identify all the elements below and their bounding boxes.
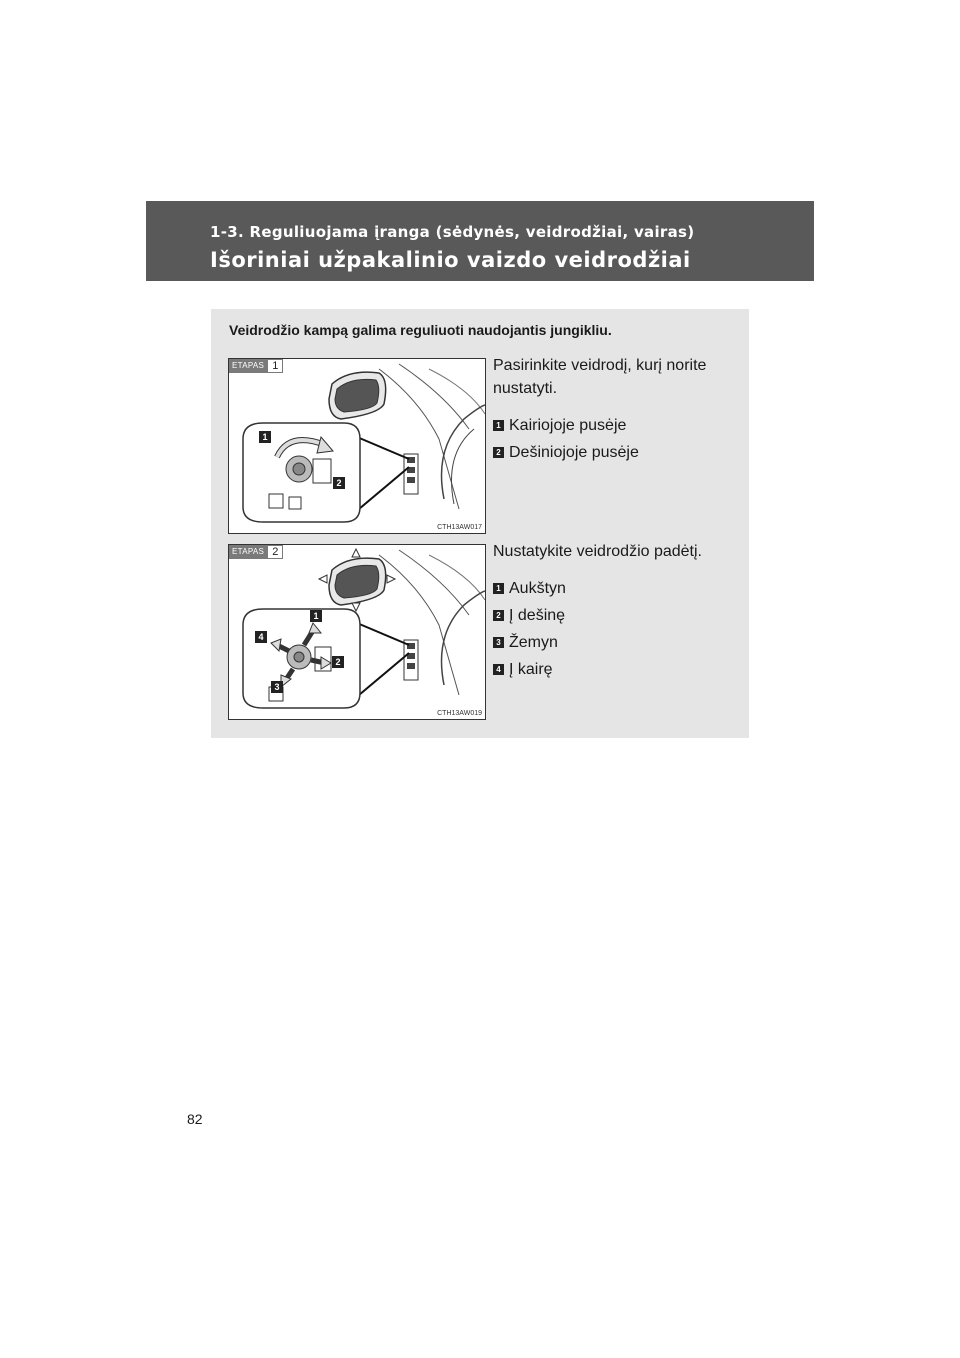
step-1-figure [228, 358, 486, 534]
down-arrow-icon [352, 603, 360, 611]
item-label: Į kairę [509, 661, 553, 678]
step-instruction: Nustatykite veidrodžio padėtį. [493, 543, 702, 560]
right-arrow-icon [387, 575, 395, 583]
list-item [493, 658, 738, 681]
step-tag [229, 545, 283, 559]
step-tag-word: ETAPAS [229, 545, 267, 559]
item-label: Kairiojoje pusėje [509, 417, 627, 434]
option-list [493, 414, 738, 464]
svg-text:2: 2 [335, 657, 341, 667]
instruction-panel [211, 309, 749, 738]
step-tag-number: 1 [267, 359, 283, 373]
svg-text:2: 2 [336, 478, 342, 488]
step-tag-word: ETAPAS [229, 359, 267, 373]
svg-text:3: 3 [274, 682, 280, 692]
item-label: Žemyn [509, 634, 558, 651]
step-tag-number: 2 [267, 545, 283, 559]
section-title: 1-3. Reguliuojama įranga (sėdynės, veidrodžiai, vairas) [210, 223, 695, 241]
page-number: 82 [187, 1111, 203, 1127]
list-item [493, 414, 738, 437]
number-badge: 1 [493, 420, 504, 431]
number-badge: 2 [493, 447, 504, 458]
intro-text: Veidrodžio kampą galima reguliuoti naudojantis jungikliu. [229, 322, 612, 338]
figure-code: CTH13AW017 [437, 524, 482, 531]
step-tag [229, 359, 283, 373]
callout-1 [259, 431, 271, 443]
number-badge: 4 [493, 664, 504, 675]
list-item [493, 441, 738, 464]
svg-text:4: 4 [258, 632, 264, 642]
step-2-text [493, 540, 738, 685]
page-title: Išoriniai užpakalinio vaizdo veidrodžiai [210, 248, 691, 272]
callout-1 [310, 610, 322, 622]
svg-text:1: 1 [262, 432, 268, 442]
step-instruction: Pasirinkite veidrodį, kurį norite nustatyti. [493, 357, 707, 397]
list-item [493, 604, 738, 627]
item-label: Į dešinę [509, 607, 566, 624]
item-label: Aukštyn [509, 580, 566, 597]
item-label: Dešiniojoje pusėje [509, 444, 639, 461]
section-header [146, 201, 814, 281]
step-2-figure [228, 544, 486, 720]
option-list [493, 577, 738, 681]
number-badge: 3 [493, 637, 504, 648]
number-badge: 1 [493, 583, 504, 594]
callout-4 [255, 631, 267, 643]
callout-2 [332, 656, 344, 668]
svg-text:1: 1 [313, 611, 319, 621]
list-item [493, 577, 738, 600]
mirror-adjust-illustration [229, 545, 485, 719]
list-item [493, 631, 738, 654]
up-arrow-icon [352, 549, 360, 557]
figure-code: CTH13AW019 [437, 710, 482, 717]
mirror-select-illustration [229, 359, 485, 533]
step-1-text [493, 354, 738, 468]
callout-3 [271, 681, 283, 693]
left-arrow-icon [319, 575, 327, 583]
callout-2 [333, 477, 345, 489]
number-badge: 2 [493, 610, 504, 621]
